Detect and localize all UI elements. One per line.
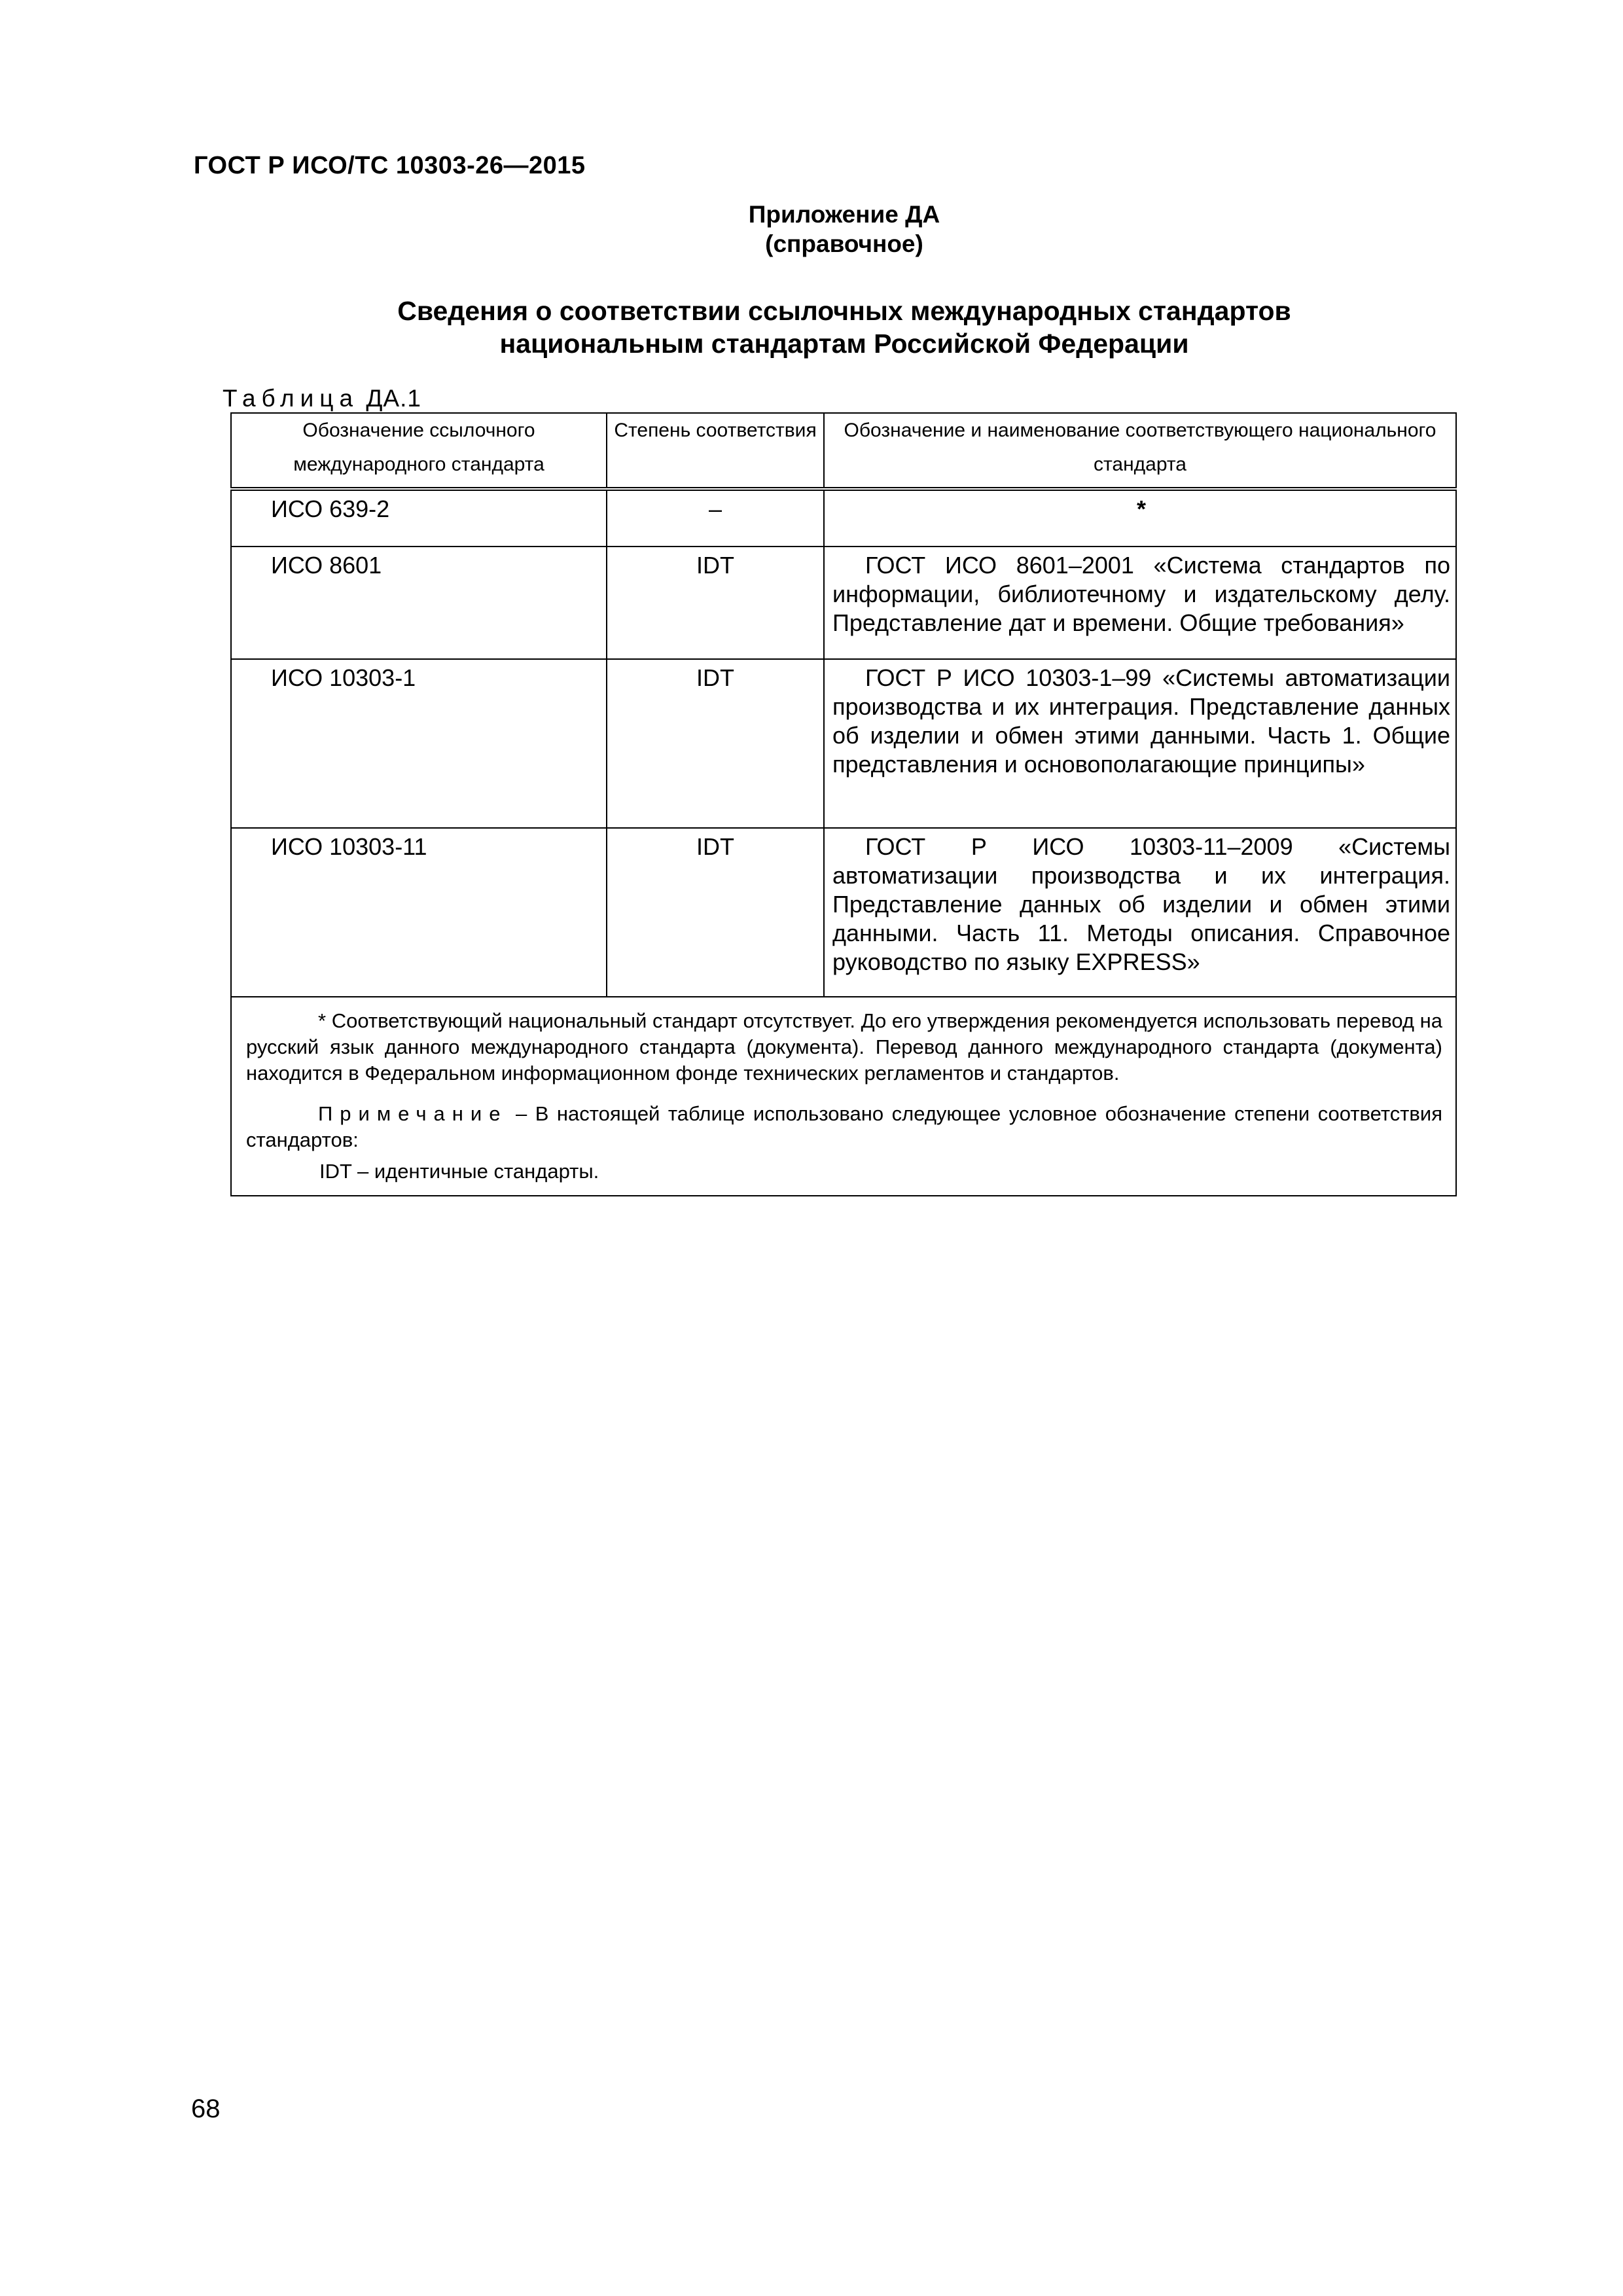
table-caption-label: Таблица [223, 385, 359, 412]
table-row [231, 659, 1456, 828]
table-footnote [246, 1008, 1442, 1086]
degree-cell: – [607, 489, 824, 547]
national-standard-cell [824, 828, 1456, 997]
table-notes-row [231, 997, 1456, 1196]
section-heading-line-1: Сведения о соответствии ссылочных международных стандартов [397, 296, 1291, 326]
intl-standard-cell: ИСО 639-2 [231, 489, 607, 547]
intl-standard-cell: ИСО 10303-11 [231, 828, 607, 997]
column-header-degree: Степень соответствия [607, 413, 824, 489]
national-standard-cell: * [824, 489, 1456, 547]
column-header-national-standard: Обозначение и наименование соответствующего национального стандарта [824, 413, 1456, 489]
table-note [246, 1101, 1442, 1153]
page-number: 68 [191, 2094, 221, 2123]
national-standard-text: ГОСТ Р ИСО 10303-11–2009 «Системы автоматизации производства и их интеграция. Представление данных об изделии и обмен этими данными. Часть 11. Методы описания. Справочное руководство по языку EXPRESS» [832, 833, 1450, 975]
table-row [231, 547, 1456, 659]
appendix-title: Приложение ДА [748, 201, 940, 228]
table-notes-cell [231, 997, 1456, 1196]
section-heading-line-2: национальным стандартам Российской Федерации [499, 329, 1189, 359]
degree-cell: IDT [607, 547, 824, 659]
table-footnote-text: * Соответствующий национальный стандарт отсутствует. До его утверждения рекомендуется использовать перевод на русский язык данного международного стандарта (документа). Перевод данного международного стандарта (документа) находится в Федеральном информационном фонде технических регламентов и стандартов. [246, 1009, 1442, 1085]
document-code: ГОСТ Р ИСО/ТС 10303-26—2015 [194, 152, 586, 179]
national-standard-cell [824, 659, 1456, 828]
intl-standard-cell: ИСО 10303-1 [231, 659, 607, 828]
degree-cell: IDT [607, 828, 824, 997]
table-note-text: – В настоящей таблице использовано следующее условное обозначение степени соответствия стандартов: [246, 1102, 1442, 1151]
national-standard-text: ГОСТ ИСО 8601–2001 «Система стандартов по информации, библиотечному и издательскому делу. Представление дат и времени. Общие требования» [832, 552, 1450, 636]
degree-cell: IDT [607, 659, 824, 828]
table-row [231, 828, 1456, 997]
table-note-idt: IDT – идентичные стандарты. [319, 1160, 599, 1183]
appendix-kind: (справочное) [765, 230, 923, 257]
national-standard-text: ГОСТ Р ИСО 10303-1–99 «Системы автоматизации производства и их интеграция. Представление данных об изделии и обмен этими данными. Часть 1. Общие представления и основополагающие принципы» [832, 664, 1450, 778]
table-row [231, 489, 1456, 547]
standards-correspondence-table [230, 412, 1457, 1196]
column-header-intl-standard: Обозначение ссылочного международного стандарта [231, 413, 607, 489]
national-standard-cell [824, 547, 1456, 659]
table-caption-number: ДА.1 [366, 385, 421, 412]
table-caption [223, 385, 421, 412]
table-header-row [231, 413, 1456, 489]
intl-standard-cell: ИСО 8601 [231, 547, 607, 659]
table-note-label: Примечание [318, 1102, 508, 1125]
